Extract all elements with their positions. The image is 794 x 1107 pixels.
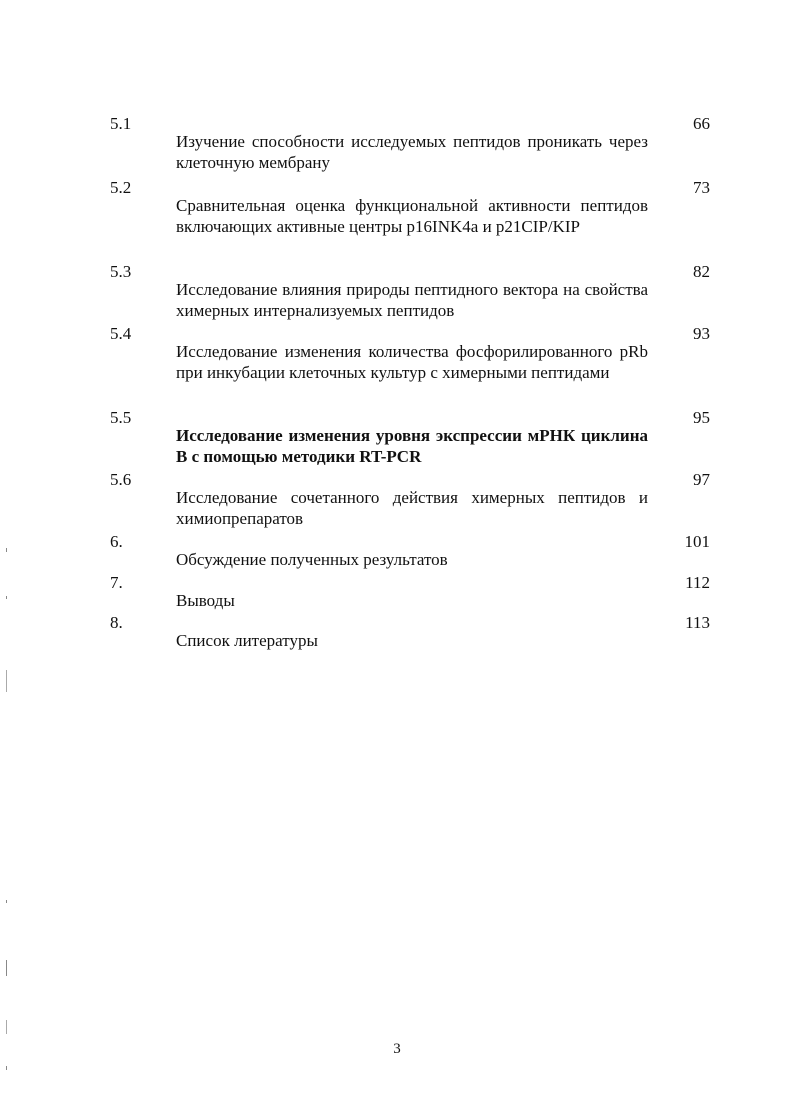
toc-entry-page: 93 — [693, 324, 710, 343]
toc-entry-title: Исследование изменения уровня экспрессии мРНК циклина В с помощью методики RT-PCR — [176, 426, 648, 466]
toc-entry-title: Изучение способности исследуемых пептидов проникать через клеточную мембрану — [176, 132, 648, 172]
toc-entry-page: 112 — [685, 573, 710, 592]
toc-entry-number: 7. — [110, 573, 123, 592]
toc-entry-number: 5.2 — [110, 178, 132, 197]
toc-entry-page: 82 — [693, 262, 710, 281]
scan-mark — [6, 960, 7, 976]
toc-entry-title: Список литературы — [176, 631, 318, 650]
toc-entry-title: Исследование сочетанного действия химерных пептидов и химиопрепаратов — [176, 488, 648, 528]
toc-entry-6 — [110, 532, 710, 573]
toc-entry-5-3 — [110, 262, 710, 324]
toc-entry-number: 5.4 — [110, 324, 132, 343]
scan-mark — [6, 1020, 7, 1034]
toc-entry-8 — [110, 613, 710, 653]
toc-entry-title: Выводы — [176, 591, 235, 610]
toc-entry-page: 97 — [693, 470, 710, 489]
toc-entry-number: 8. — [110, 613, 123, 632]
toc-entry-number: 5.5 — [110, 408, 132, 427]
scan-mark — [6, 596, 7, 599]
scan-mark — [6, 1066, 7, 1070]
scan-mark — [6, 670, 7, 692]
toc-entry-title: Исследование влияния природы пептидного вектора на свойства химерных интернализуемых пептидов — [176, 280, 648, 320]
toc-entry-page: 73 — [693, 178, 710, 197]
scan-mark — [6, 900, 7, 903]
toc-entry-7 — [110, 573, 710, 613]
toc-entry-5-5 — [110, 408, 710, 470]
toc-entry-title: Сравнительная оценка функциональной активности пептидов включающих активные центры p16INK4a и p21CIP/KIP — [176, 196, 648, 236]
toc-entry-number: 5.6 — [110, 470, 132, 489]
toc-entry-number: 6. — [110, 532, 123, 551]
toc-entry-5-6 — [110, 470, 710, 532]
toc-entry-number: 5.1 — [110, 114, 132, 133]
toc-entry-5-2 — [110, 178, 710, 262]
table-of-contents — [110, 114, 710, 653]
toc-entry-page: 66 — [693, 114, 710, 133]
scan-mark — [6, 548, 7, 552]
toc-entry-page: 101 — [684, 532, 710, 551]
toc-entry-5-1 — [110, 114, 710, 178]
toc-entry-number: 5.3 — [110, 262, 132, 281]
toc-entry-5-4 — [110, 324, 710, 408]
toc-entry-page: 113 — [685, 613, 710, 632]
page-number: 3 — [393, 1041, 401, 1057]
toc-entry-page: 95 — [693, 408, 710, 427]
toc-entry-title: Обсуждение полученных результатов — [176, 550, 448, 569]
toc-entry-title: Исследование изменения количества фосфорилированного pRb при инкубации клеточных культур с химерными пептидами — [176, 342, 648, 382]
